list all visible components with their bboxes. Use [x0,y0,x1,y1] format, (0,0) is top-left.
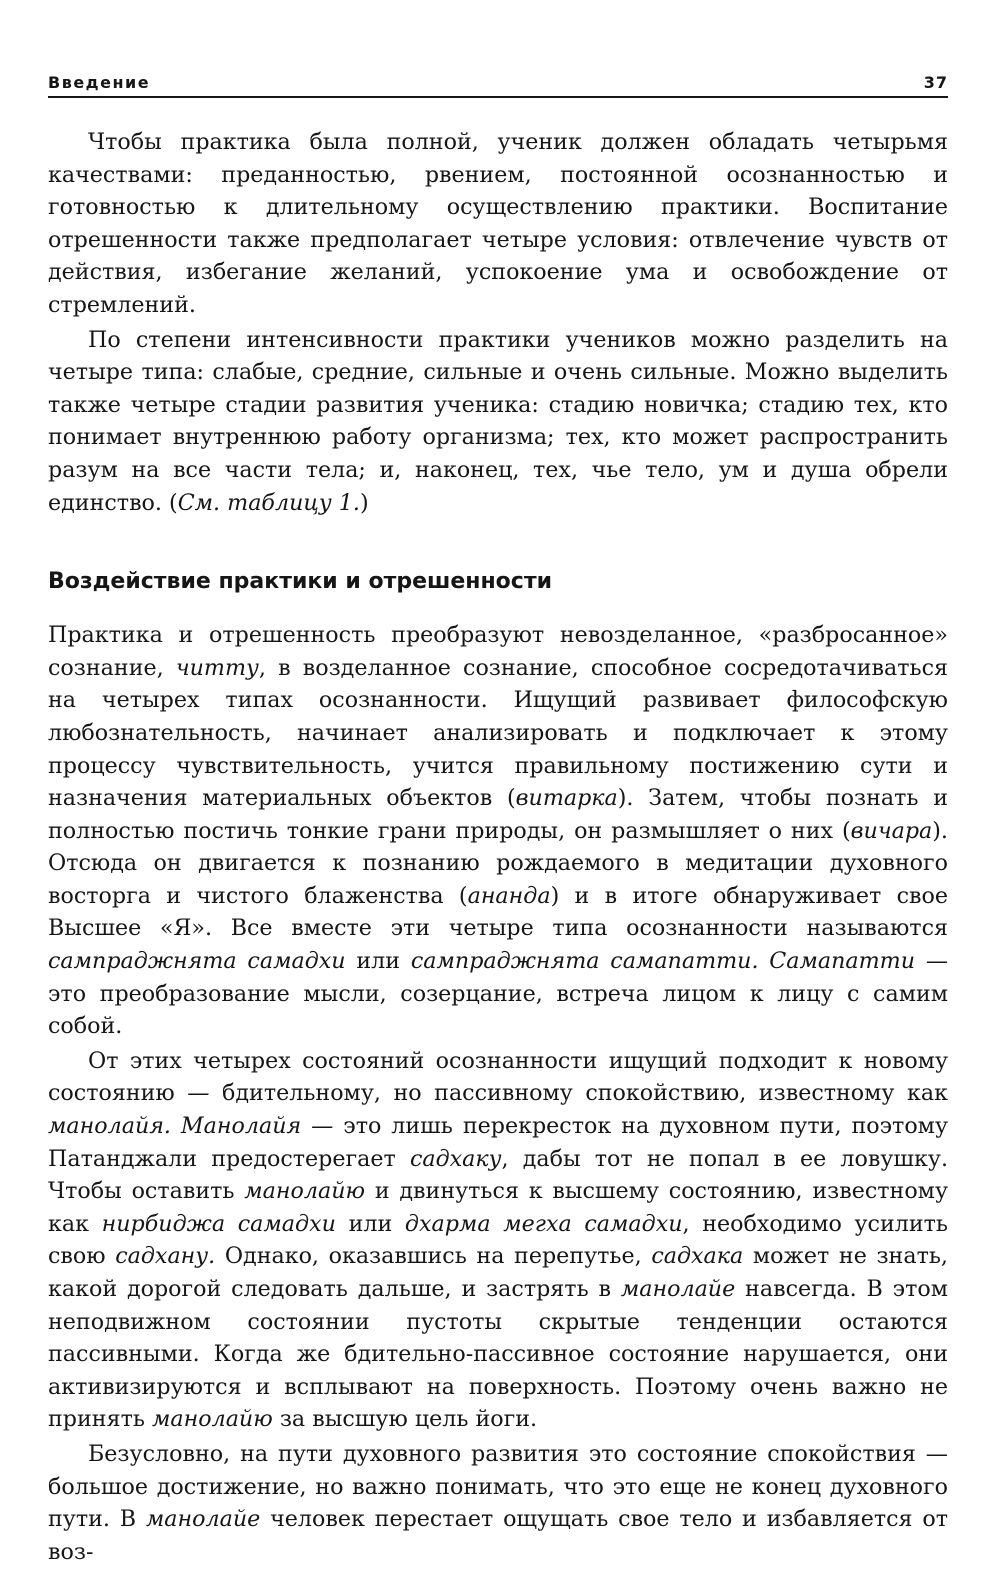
term: садхаку [409,1145,502,1172]
main-text [48,126,948,1568]
text-run: , дабы тот не попал в ее ловушку. Чтобы оставить [48,1145,948,1205]
paragraph-1 [48,126,948,322]
text-run: — это лишь перекресток на духовном пути, поэтому Патанджали предостерегает [48,1113,948,1172]
text-run: и двинуться к высшему состоянию, известному как [48,1178,948,1237]
term: сампраджнята самадхи [48,948,346,975]
text-run: ) и в итоге обнаруживает свое Высшее «Я». Все вместе эти четыре типа осознанности называются [48,882,948,942]
text-run: или [335,1210,405,1237]
text-run: По степени интенсивности практики учеников можно разделить на четыре типа: слабые, средние, сильные и очень сильные. Можно выделить также четыре стадии развития ученика: стадию новичка; стадию тех, кто понимает внутреннюю работу организма; тех, кто может распространить разум на все части тела; и, наконец, тех, чье тело, ум и душа обрели единство. ( [48,326,948,516]
term: сампраджнята самапатти. Самапатти [410,948,916,975]
term: ананда [467,882,551,909]
paragraph-5 [48,1438,948,1568]
term: читту [175,654,259,681]
term: дхарма мегха самадхи [404,1210,683,1237]
text-run: Практика и отрешенность преобразуют невозделанное, «разбросанное» сознание, [48,622,948,681]
term: вичара [850,817,933,844]
term: нирбиджа самадхи [101,1210,336,1237]
text-run: или [345,948,411,975]
text-run: навсегда. В этом неподвижном состоянии пустоты скрытые тенденции остаются пассивными. Когда же бдительно-пассивное состояние нарушается, они активизируются и всплывают на поверхность. Поэтому очень важно не принять [48,1276,948,1433]
paragraph-4 [48,1045,948,1436]
text-run: Безусловно, на пути духовного развития это состояние спокойствия — большое достижение, но важно понимать, что это еще не конец духовного пути. В [48,1440,948,1533]
term: манолайя. Манолайя [48,1113,302,1140]
text-run: Чтобы практика была полной, ученик должен обладать четырьмя качествами: преданностью, рвением, постоянной осознанностью и готовностью к длительному осуществлению практики. Воспитание отрешенности также предполагает четыре условия: отвлечение чувств от действия, избегание желаний, успокоение ума и освобождение от стремлений. [48,129,948,318]
section-title: Введение [48,73,151,92]
text-run: — это преобразование мысли, созерцание, встреча лицом к лицу с самим собой. [48,948,949,1040]
page-number: 37 [923,73,948,92]
text-run: человек перестает ощущать свое тело и избавляется от воз- [48,1506,948,1565]
term: садхака [651,1243,744,1270]
paragraph-3 [48,619,948,1043]
term: садхану. [115,1243,216,1270]
paragraph-2 [48,324,948,520]
text-run: , необходимо усилить свою [48,1210,948,1270]
term: витарка [515,785,618,812]
term: манолайе [145,1506,261,1533]
term: манолайю [151,1406,273,1433]
table-reference: См. таблицу 1. [177,489,360,516]
text-run: От этих четырех состояний осознанности ищущий подходит к новому состоянию — бдительному, но пассивному спокойствию, известному как [48,1047,948,1107]
section-heading: Воздействие практики и отрешенности [48,569,552,595]
text-run: , в возделанное сознание, способное сосредотачиваться на четырех типах осознанности. Ищущий развивает философскую любознательность, начинает анализировать и подключает к этому процессу чувствительность, учится правильному постижению сути и назначения материальных объектов ( [48,654,948,812]
text-run: может не знать, какой дорогой следовать дальше, и застрять в [48,1243,948,1302]
text-run: ). Затем, чтобы познать и полностью постичь тонкие грани природы, он размышляет о них ( [48,785,948,844]
text-run: Однако, оказавшись на перепутье, [215,1243,652,1270]
text-run: ). Отсюда он двигается к познанию рождаемого в медитации духовного восторга и чистого блаженства ( [48,817,948,909]
text-run: за высшую цель йоги. [272,1406,538,1433]
text-run: ) [359,489,369,516]
running-header [48,70,948,98]
term: манолайю [244,1178,366,1205]
term: манолайе [620,1276,736,1302]
